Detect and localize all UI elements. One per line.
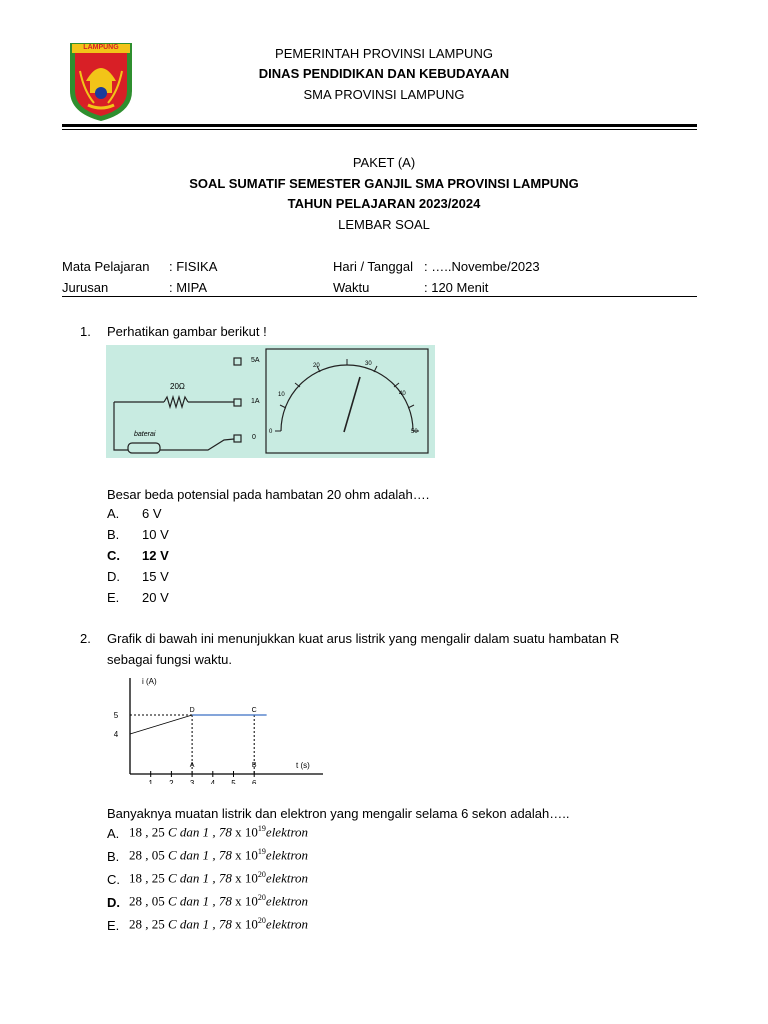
q1-option-letter: A. (107, 506, 120, 521)
q2-number: 2. (80, 631, 91, 646)
x-tick-label: 6 (251, 779, 257, 784)
scale-label-50: 50 (411, 429, 418, 435)
y-axis-label: i (A) (142, 677, 157, 686)
header-rule-thin (62, 129, 697, 130)
q2-option-expression: 18 , 25 C dan 1 , 78 x $10^{20}elektron$ (129, 870, 309, 886)
date-label: Hari / Tanggal (333, 259, 413, 274)
q1-option-letter: B. (107, 527, 120, 542)
header-line-2: DINAS PENDIDIKAN DAN KEBUDAYAAN (258, 66, 510, 81)
q2-option-letter: D. (107, 895, 120, 910)
q2-option-expression: 28 , 25 C dan 1 , 78 x $10^{20}elektron$ (129, 916, 309, 932)
battery-label: baterai (134, 431, 156, 438)
q2-option-expression: 28 , 05 C dan 1 , 78 x $10^{20}elektron$ (129, 893, 309, 909)
major-label: Jurusan (62, 280, 109, 295)
header-rule (62, 124, 697, 127)
point-label-c: C (251, 707, 257, 714)
time-value: : 120 Menit (424, 280, 489, 295)
q2-question: Banyaknya muatan listrik dan elektron yang mengalir selama 6 sekon adalah….. (107, 806, 570, 821)
title-line-2: TAHUN PELAJARAN 2023/2024 (287, 196, 481, 211)
q2-option-letter: E. (107, 918, 120, 933)
q1-circuit-figure (106, 345, 435, 458)
resistor-label: 20Ω (170, 382, 185, 391)
y-tick-label: 4 (113, 730, 119, 739)
scale-label-10: 10 (278, 392, 285, 398)
q2-option-expression: 28 , 05 C dan 1 , 78 x $10^{19}elektron$ (129, 847, 309, 863)
q2-option-expression: 18 , 25 C dan 1 , 78 x $10^{19}elektron$ (129, 824, 309, 840)
x-axis-label: t (s) (296, 761, 310, 770)
q2-option-letter: B. (107, 849, 120, 864)
q1-option-letter: E. (107, 590, 120, 605)
scale-label-20: 20 (313, 363, 320, 369)
q2-prompt-line-1: Grafik di bawah ini menunjukkan kuat arus listrik yang mengalir dalam suatu hambatan R (107, 631, 620, 646)
x-tick-label: 2 (169, 779, 174, 784)
q1-option-letter: D. (107, 569, 120, 584)
q1-number: 1. (80, 324, 91, 339)
major-value: : MIPA (169, 280, 208, 295)
terminal-0-label: 0 (252, 434, 256, 441)
q1-question: Besar beda potensial pada hambatan 20 ohm adalah…. (107, 487, 430, 502)
q1-option-value: 12 V (142, 548, 169, 563)
x-tick-label: 3 (189, 779, 195, 784)
q1-option-value: 20 V (142, 590, 169, 605)
title-line-1: SOAL SUMATIF SEMESTER GANJIL SMA PROVINSI LAMPUNG (189, 176, 579, 191)
series-line-rising (130, 715, 192, 734)
scale-label-0: 0 (269, 429, 273, 435)
x-tick-label: 5 (231, 779, 236, 784)
date-value: : …..Novembe/2023 (424, 259, 540, 274)
y-tick-label: 5 (113, 711, 119, 720)
q2-current-graph (108, 672, 338, 784)
time-label: Waktu (333, 280, 370, 295)
q2-option-letter: C. (107, 872, 120, 887)
q2-option-letter: A. (107, 826, 120, 841)
q1-option-value: 6 V (142, 506, 162, 521)
scale-label-30: 30 (365, 361, 372, 367)
title-line-3: LEMBAR SOAL (338, 217, 430, 232)
point-label-d: D (189, 707, 195, 714)
point-label-a: A (189, 762, 195, 769)
logo-text: LAMPUNG (83, 44, 119, 51)
scale-label-40: 40 (399, 391, 406, 397)
header-line-3: SMA PROVINSI LAMPUNG (303, 87, 465, 102)
meta-rule (62, 296, 697, 297)
q1-option-value: 10 V (142, 527, 169, 542)
q2-prompt-line-2: sebagai fungsi waktu. (107, 652, 233, 667)
subject-label: Mata Pelajaran (62, 259, 150, 274)
point-label-b: B (251, 762, 257, 769)
subject-value: : FISIKA (169, 259, 218, 274)
q1-option-value: 15 V (142, 569, 169, 584)
header-line-1: PEMERINTAH PROVINSI LAMPUNG (275, 46, 493, 61)
q1-prompt: Perhatikan gambar berikut ! (107, 324, 267, 339)
x-tick-label: 1 (148, 779, 153, 784)
terminal-5a-label: 5A (251, 357, 260, 364)
q1-option-letter: C. (107, 548, 120, 563)
terminal-1a-label: 1A (251, 398, 260, 405)
paket-label: PAKET (A) (352, 155, 416, 170)
x-tick-label: 4 (210, 779, 216, 784)
